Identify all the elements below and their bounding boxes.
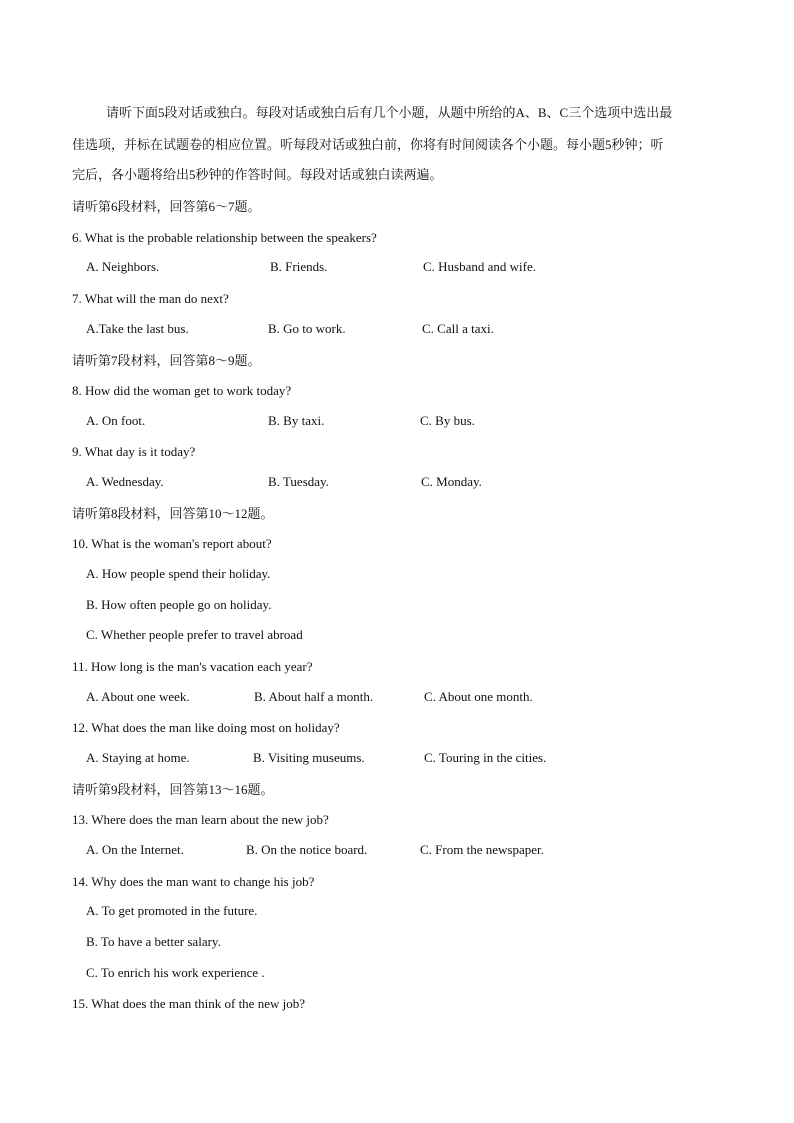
question-10-option-b[interactable]: B. How often people go on holiday. [86,597,272,612]
question-8-option-c[interactable]: C. By bus. [420,413,475,428]
section-heading-9: 请听第9段材料，回答第13～16题。 [72,782,274,797]
question-14-option-c[interactable]: C. To enrich his work experience . [86,965,265,980]
question-6: 6. What is the probable relationship between the speakers? [72,230,377,245]
section-heading-8: 请听第8段材料，回答第10～12题。 [72,506,274,521]
question-13-option-a[interactable]: A. On the Internet. [86,842,184,857]
question-12-option-b[interactable]: B. Visiting museums. [253,750,365,765]
question-11: 11. How long is the man's vacation each year? [72,659,313,674]
question-10: 10. What is the woman's report about? [72,536,272,551]
question-8: 8. How did the woman get to work today? [72,383,292,398]
question-11-option-a[interactable]: A. About one week. [86,689,190,704]
question-12: 12. What does the man like doing most on holiday? [72,720,340,735]
question-8-option-a[interactable]: A. On foot. [86,413,146,428]
question-6-option-b[interactable]: B. Friends. [270,259,328,274]
section-heading-7: 请听第7段材料，回答第8～9题。 [72,353,261,368]
question-11-option-c[interactable]: C. About one month. [424,689,533,704]
question-13-option-c[interactable]: C. From the newspaper. [420,842,544,857]
question-7-option-b[interactable]: B. Go to work. [268,321,346,336]
question-10-option-c[interactable]: C. Whether people prefer to travel abroad [86,627,303,642]
question-7-option-c[interactable]: C. Call a taxi. [422,321,494,336]
question-8-option-b[interactable]: B. By taxi. [268,413,325,428]
question-14-option-b[interactable]: B. To have a better salary. [86,934,221,949]
question-14: 14. Why does the man want to change his job? [72,874,315,889]
question-13: 13. Where does the man learn about the new job? [72,812,329,827]
intro-line-1: 请听下面5段对话或独白。每段对话或独白后有几个小题，从题中所给的A、B、C三个选项中选出最 [106,105,673,120]
question-9-option-a[interactable]: A. Wednesday. [86,474,164,489]
question-14-option-a[interactable]: A. To get promoted in the future. [86,903,258,918]
question-12-option-a[interactable]: A. Staying at home. [86,750,190,765]
intro-line-3: 完后，各小题将给出5秒钟的作答时间。每段对话或独白读两遍。 [72,167,443,182]
question-9-option-c[interactable]: C. Monday. [421,474,482,489]
section-heading-6: 请听第6段材料，回答第6～7题。 [72,199,261,214]
question-13-option-b[interactable]: B. On the notice board. [246,842,368,857]
question-10-option-a[interactable]: A. How people spend their holiday. [86,566,271,581]
question-7-option-a[interactable]: A.Take the last bus. [86,321,189,336]
question-9-option-b[interactable]: B. Tuesday. [268,474,329,489]
question-15: 15. What does the man think of the new job? [72,996,305,1011]
question-9: 9. What day is it today? [72,444,196,459]
question-6-option-c[interactable]: C. Husband and wife. [423,259,537,274]
question-12-option-c[interactable]: C. Touring in the cities. [424,750,547,765]
question-7: 7. What will the man do next? [72,291,229,306]
intro-line-2: 佳选项，并标在试题卷的相应位置。听每段对话或独白前，你将有时间阅读各个小题。每小题5秒钟；听 [72,137,664,152]
question-11-option-b[interactable]: B. About half a month. [254,689,374,704]
question-6-option-a[interactable]: A. Neighbors. [86,259,160,274]
